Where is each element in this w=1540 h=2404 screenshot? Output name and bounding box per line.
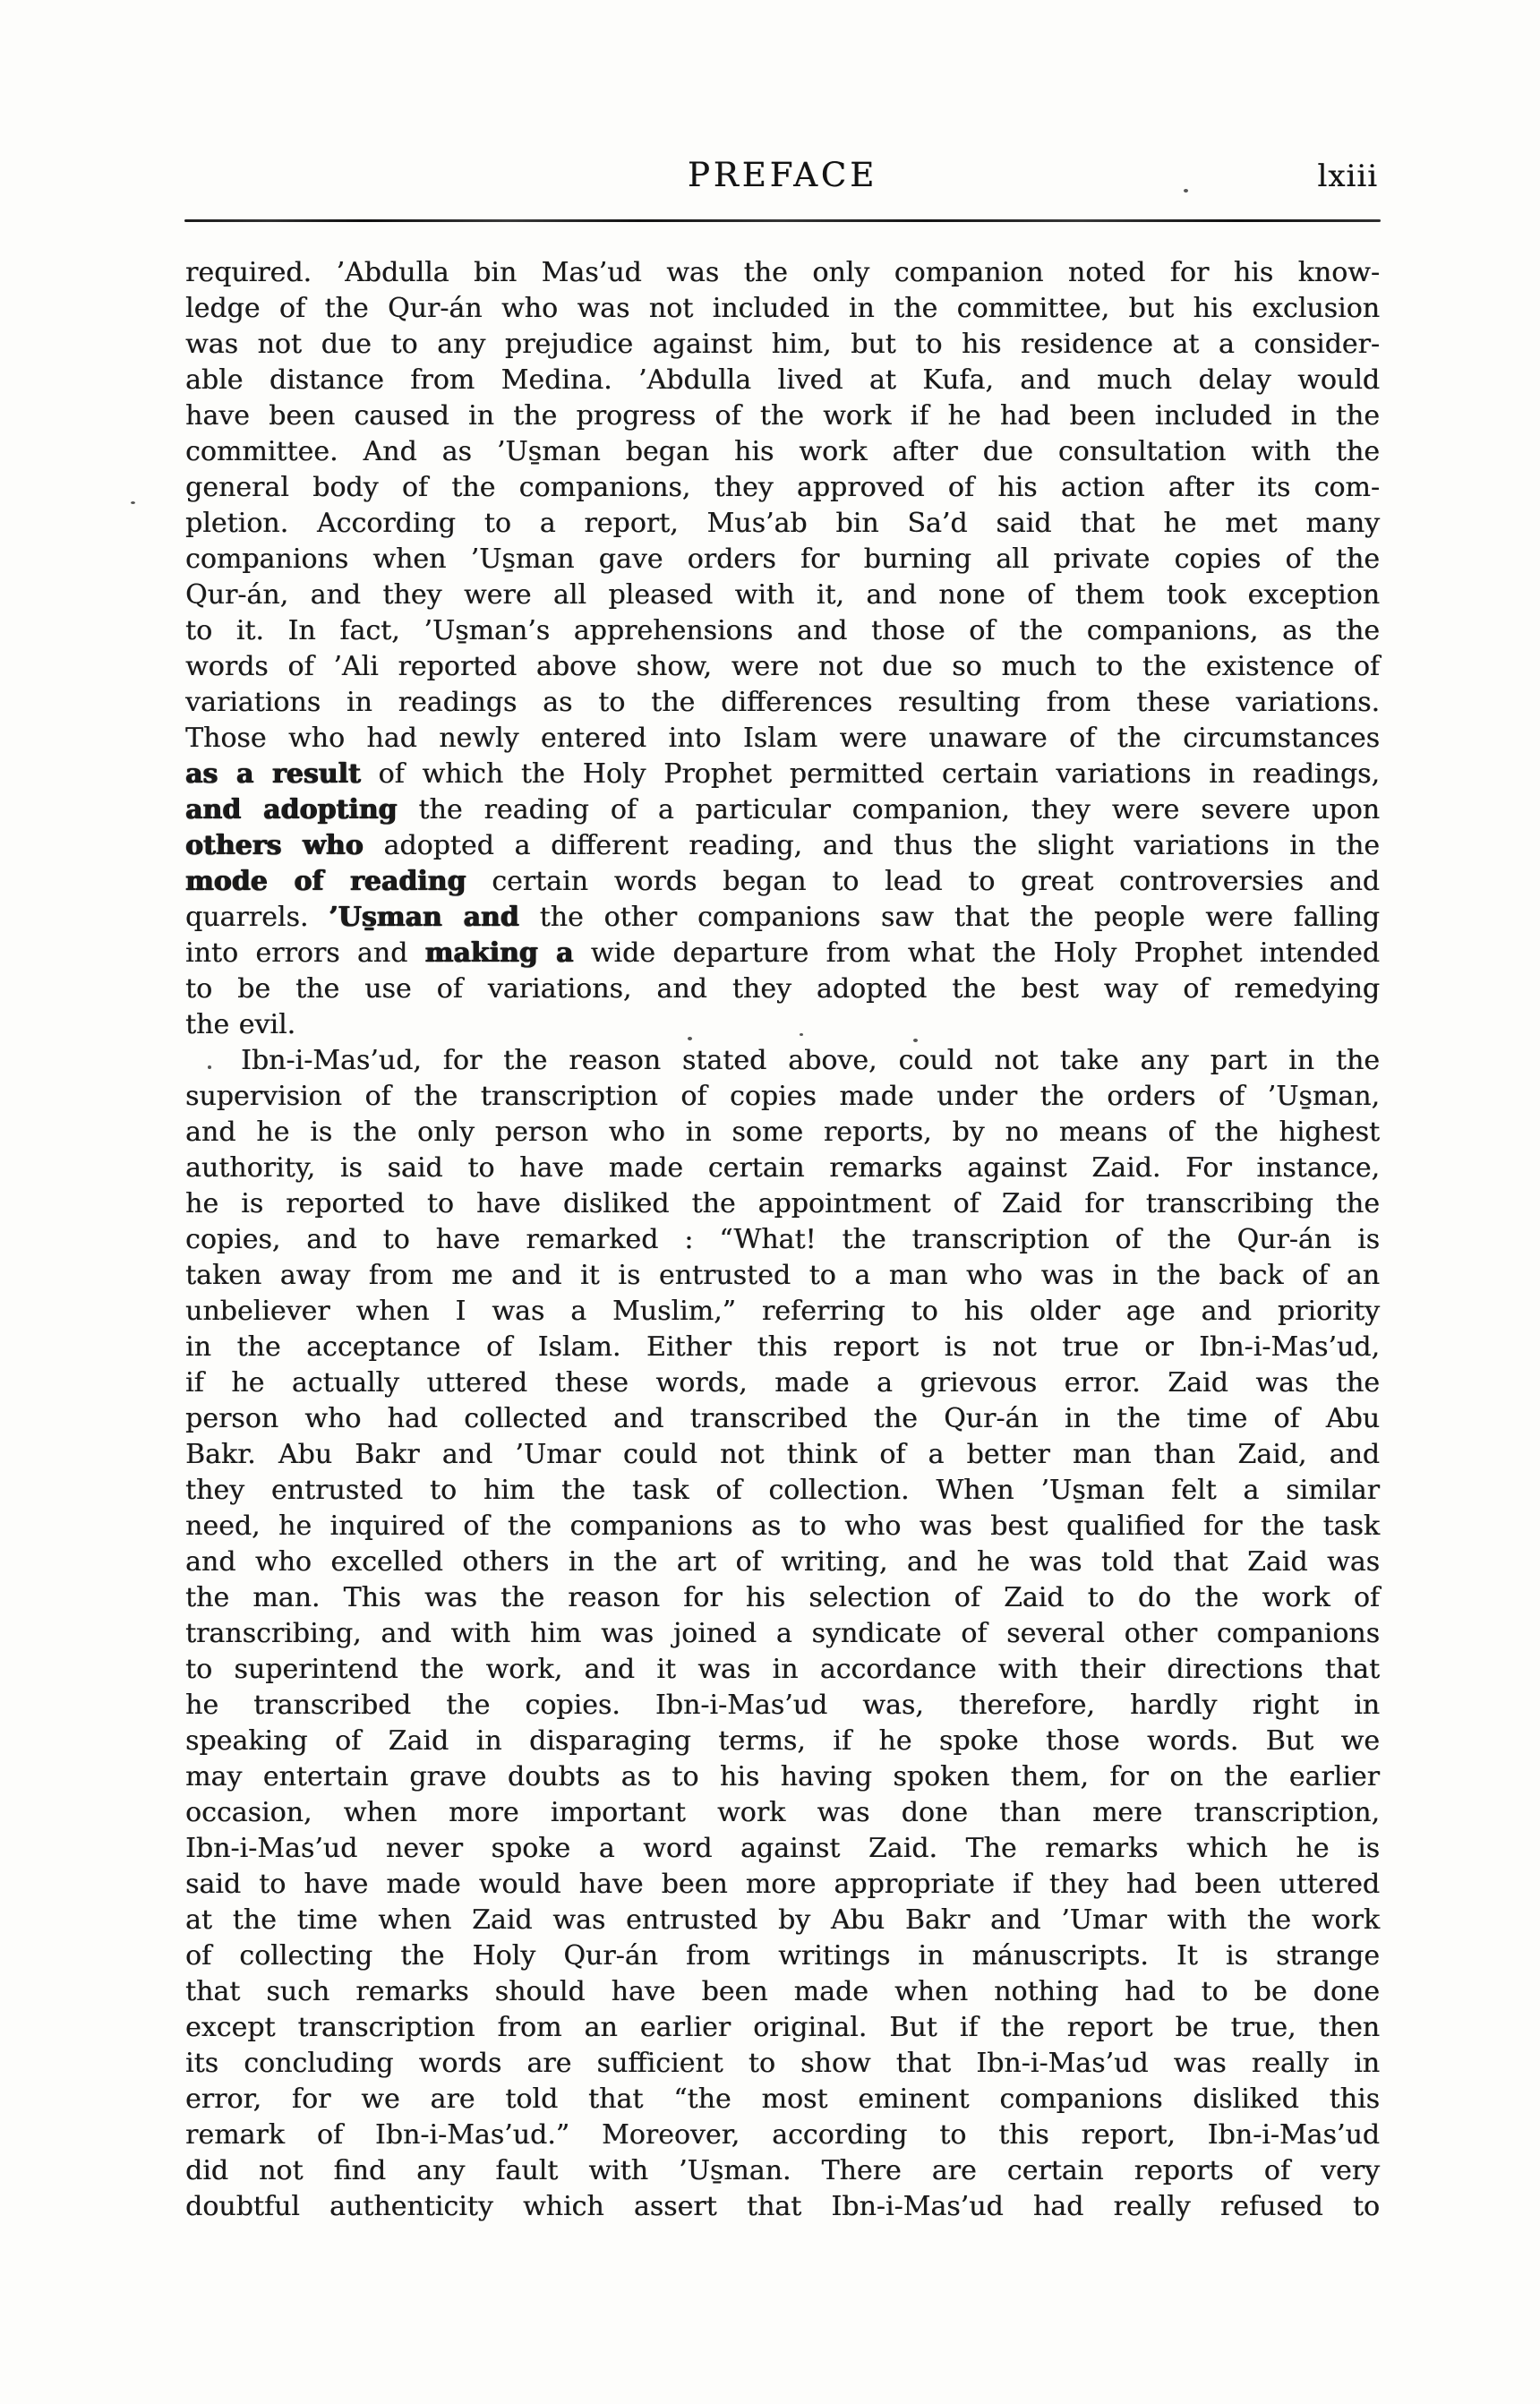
- running-head: [185, 156, 1380, 199]
- text-line: required. ’Abdulla bin Mas’ud was the only companion noted for his know-: [185, 257, 1380, 288]
- text-line: have been caused in the progress of the work if he had been included in the: [185, 400, 1380, 432]
- text-line: if he actually uttered these words, made a grievous error. Zaid was the: [185, 1367, 1380, 1399]
- text-line: doubtful authenticity which assert that Ibn-i-Mas’ud had really refused to: [185, 2191, 1380, 2222]
- text-line: unbeliever when I was a Muslim,” referring to his older age and priority: [185, 1296, 1380, 1327]
- smudged-text: making a: [424, 937, 574, 969]
- text-line: and he is the only person who in some reports, by no means of the highest: [185, 1116, 1380, 1148]
- text-line: did not find any fault with ’Us̱man. There are certain reports of very: [185, 2155, 1380, 2186]
- page-body: [185, 255, 1380, 2225]
- text-line: of collecting the Holy Qur-án from writings in mánuscripts. It is strange: [185, 1940, 1380, 1972]
- text-line: quarrels. ’Us̱man and the other companions saw that the people were falling: [185, 902, 1380, 933]
- text-line: may entertain grave doubts as to his having spoken them, for on the earlier: [185, 1761, 1380, 1792]
- text-line: copies, and to have remarked : “What! the transcription of the Qur-án is: [185, 1224, 1380, 1255]
- ink-speck: [913, 1039, 918, 1042]
- text-line: companions when ’Us̱man gave orders for burning all private copies of the: [185, 543, 1380, 575]
- text-line: to be the use of variations, and they adopted the best way of remedying: [185, 973, 1380, 1005]
- text-line: occasion, when more important work was done than mere transcription,: [185, 1797, 1380, 1828]
- text-line: variations in readings as to the differences resulting from these variations.: [185, 687, 1380, 718]
- smudged-text: mode of reading: [185, 866, 466, 897]
- text-line: speaking of Zaid in disparaging terms, if he spoke those words. But we: [185, 1725, 1380, 1757]
- text-line: others who adopted a different reading, and thus the slight variations in the: [185, 830, 1380, 861]
- text-line: transcribing, and with him was joined a syndicate of several other companions: [185, 1618, 1380, 1649]
- text-line: they entrusted to him the task of collection. When ’Us̱man felt a similar: [185, 1475, 1380, 1506]
- text-line: taken away from me and it is entrusted to a man who was in the back of an: [185, 1260, 1380, 1291]
- text-line: said to have made would have been more appropriate if they had been uttered: [185, 1869, 1380, 1900]
- text-line: except transcription from an earlier original. But if the report be true, then: [185, 2012, 1380, 2043]
- text-line: Qur-án, and they were all pleased with it, and none of them took exception: [185, 579, 1380, 611]
- text-line: Those who had newly entered into Islam were unaware of the circumstances: [185, 723, 1380, 754]
- text-line: he is reported to have disliked the appointment of Zaid for transcribing the: [185, 1188, 1380, 1219]
- paragraph: [185, 255, 1380, 1043]
- ink-speck: [800, 1033, 803, 1036]
- text-line: able distance from Medina. ’Abdulla lived at Kufa, and much delay would: [185, 364, 1380, 396]
- text-line: words of ’Ali reported above show, were not due so much to the existence of: [185, 651, 1380, 682]
- ink-speck: [131, 501, 135, 504]
- text-line: that such remarks should have been made when nothing had to be done: [185, 1976, 1380, 2007]
- ink-speck: [688, 1037, 692, 1040]
- text-line: error, for we are told that “the most eminent companions disliked this: [185, 2083, 1380, 2115]
- text-line: at the time when Zaid was entrusted by Abu Bakr and ’Umar with the work: [185, 1904, 1380, 1936]
- smudged-text: ’Us̱man and: [329, 902, 519, 933]
- smudged-text: as a result: [185, 758, 361, 790]
- paragraph: [185, 1043, 1380, 2225]
- text-line: pletion. According to a report, Mus’ab bin Sa’d said that he met many: [185, 508, 1380, 539]
- text-line: general body of the companions, they approved of his action after its com-: [185, 472, 1380, 503]
- text-line: need, he inquired of the companions as to who was best qualified for the task: [185, 1510, 1380, 1542]
- text-line: committee. And as ’Us̱man began his work after due consultation with the: [185, 436, 1380, 467]
- text-line: the man. This was the reason for his selection of Zaid to do the work of: [185, 1582, 1380, 1613]
- text-line: and who excelled others in the art of writing, and he was told that Zaid was: [185, 1546, 1380, 1578]
- smudged-text: others who: [185, 830, 364, 861]
- text-line: authority, is said to have made certain remarks against Zaid. For instance,: [185, 1152, 1380, 1184]
- page-number: lxiii: [1317, 158, 1378, 194]
- text-line: in the acceptance of Islam. Either this report is not true or Ibn-i-Mas’ud,: [185, 1331, 1380, 1363]
- text-line: supervision of the transcription of copies made under the orders of ’Us̱man,: [185, 1081, 1380, 1112]
- ink-speck: [1184, 189, 1188, 192]
- text-line: to it. In fact, ’Us̱man’s apprehensions and those of the companions, as the: [185, 615, 1380, 646]
- header-rule: [184, 219, 1381, 222]
- text-line: as a result of which the Holy Prophet permitted certain variations in readings,: [185, 758, 1380, 790]
- text-line: Ibn-i-Mas’ud never spoke a word against Zaid. The remarks which he is: [185, 1833, 1380, 1864]
- text-line: person who had collected and transcribed the Qur-án in the time of Abu: [185, 1403, 1380, 1434]
- text-line: to superintend the work, and it was in accordance with their directions that: [185, 1654, 1380, 1685]
- smudged-text: and adopting: [185, 794, 398, 826]
- text-line: Bakr. Abu Bakr and ’Umar could not think of a better man than Zaid, and: [185, 1439, 1380, 1470]
- text-line: ledge of the Qur-án who was not included in the committee, but his exclusion: [185, 293, 1380, 324]
- text-line: he transcribed the copies. Ibn-i-Mas’ud was, therefore, hardly right in: [185, 1690, 1380, 1721]
- text-line: and adopting the reading of a particular companion, they were severe upon: [185, 794, 1380, 826]
- text-line: was not due to any prejudice against him, but to his residence at a consider-: [185, 329, 1380, 360]
- ink-speck: [208, 1065, 211, 1069]
- text-line: the evil.: [185, 1009, 296, 1040]
- text-line: Ibn-i-Mas’ud, for the reason stated above, could not take any part in the: [241, 1045, 1380, 1076]
- text-line: its concluding words are sufficient to show that Ibn-i-Mas’ud was really in: [185, 2048, 1380, 2079]
- text-line: remark of Ibn-i-Mas’ud.” Moreover, according to this report, Ibn-i-Mas’ud: [185, 2119, 1380, 2151]
- text-line: into errors and making a wide departure from what the Holy Prophet intended: [185, 937, 1380, 969]
- page-title: PREFACE: [687, 156, 878, 194]
- text-line: mode of reading certain words began to lead to great controversies and: [185, 866, 1380, 897]
